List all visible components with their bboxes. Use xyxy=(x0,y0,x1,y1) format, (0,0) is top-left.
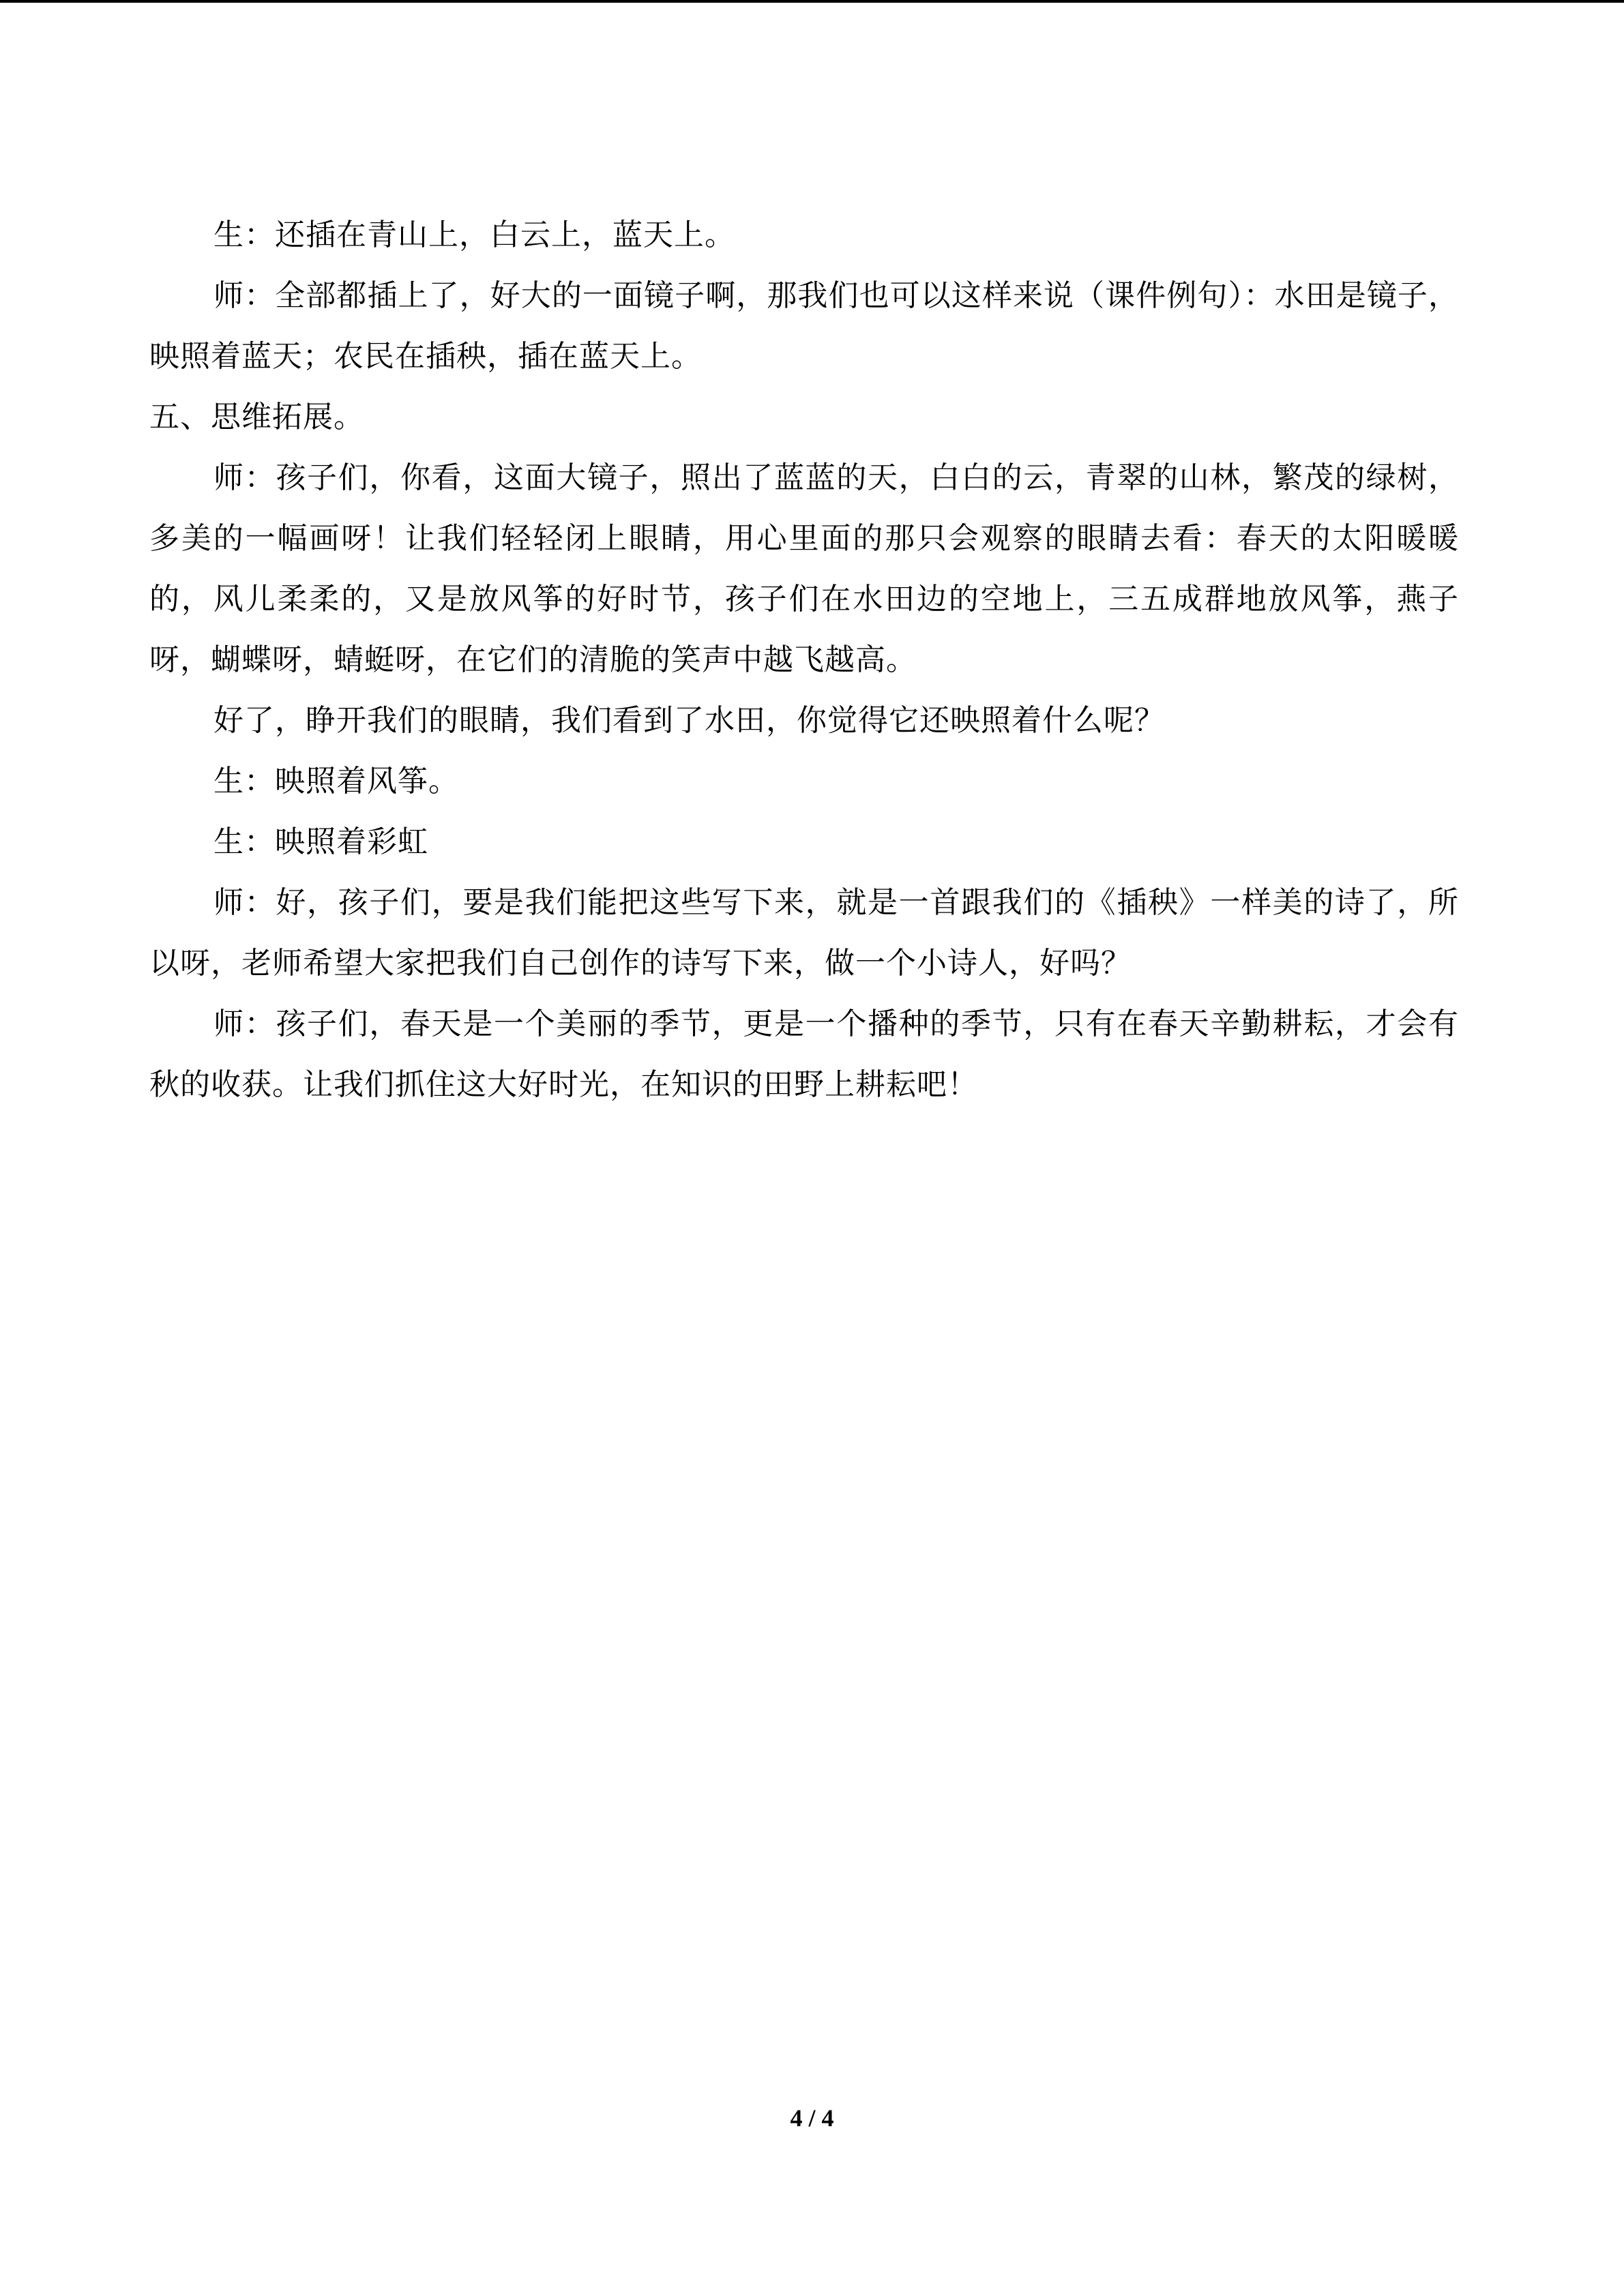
paragraph-teacher-closing: 师：孩子们，春天是一个美丽的季节，更是一个播种的季节，只有在春天辛勤耕耘，才会有秋的收获。让我们抓住这大好时光，在知识的田野上耕耘吧！ xyxy=(149,1007,1459,1102)
paragraph-open-eyes: 好了，睁开我们的眼睛，我们看到了水田，你觉得它还映照着什么呢？ xyxy=(213,703,1165,738)
paragraph-student-answer-kite: 生：映照着风筝。 xyxy=(213,764,459,799)
document-body xyxy=(149,205,1459,1115)
paragraph-teacher-poem: 师：好，孩子们，要是我们能把这些写下来，就是一首跟我们的《插秧》一样美的诗了，所以呀，老师希望大家把我们自己创作的诗写下来，做一个小诗人，好吗？ xyxy=(149,885,1459,981)
paragraph-teacher-imagine: 师：孩子们，你看，这面大镜子，照出了蓝蓝的天，白白的云，青翠的山林，繁茂的绿树，多美的一幅画呀！让我们轻轻闭上眼睛，用心里面的那只会观察的眼睛去看：春天的太阳暖暖的，风儿柔柔的，又是放风筝的好时节，孩子们在水田边的空地上，三五成群地放风筝，燕子呀，蝴蝶呀，蜻蜓呀，在它们的清脆的笑声中越飞越高。 xyxy=(149,460,1459,677)
paragraph-student-answer-1: 生：还插在青山上，白云上，蓝天上。 xyxy=(213,218,735,252)
top-border-line xyxy=(0,0,1624,3)
section-heading-thinking-expansion: 五、思维拓展。 xyxy=(149,400,364,434)
paragraph-student-answer-rainbow: 生：映照着彩虹 xyxy=(213,824,428,859)
paragraph-teacher-mirror: 师：全部都插上了，好大的一面镜子啊，那我们也可以这样来说（课件例句）：水田是镜子，映照着蓝天；农民在插秧，插在蓝天上。 xyxy=(149,278,1459,374)
page-number: 4 / 4 xyxy=(790,2104,834,2132)
